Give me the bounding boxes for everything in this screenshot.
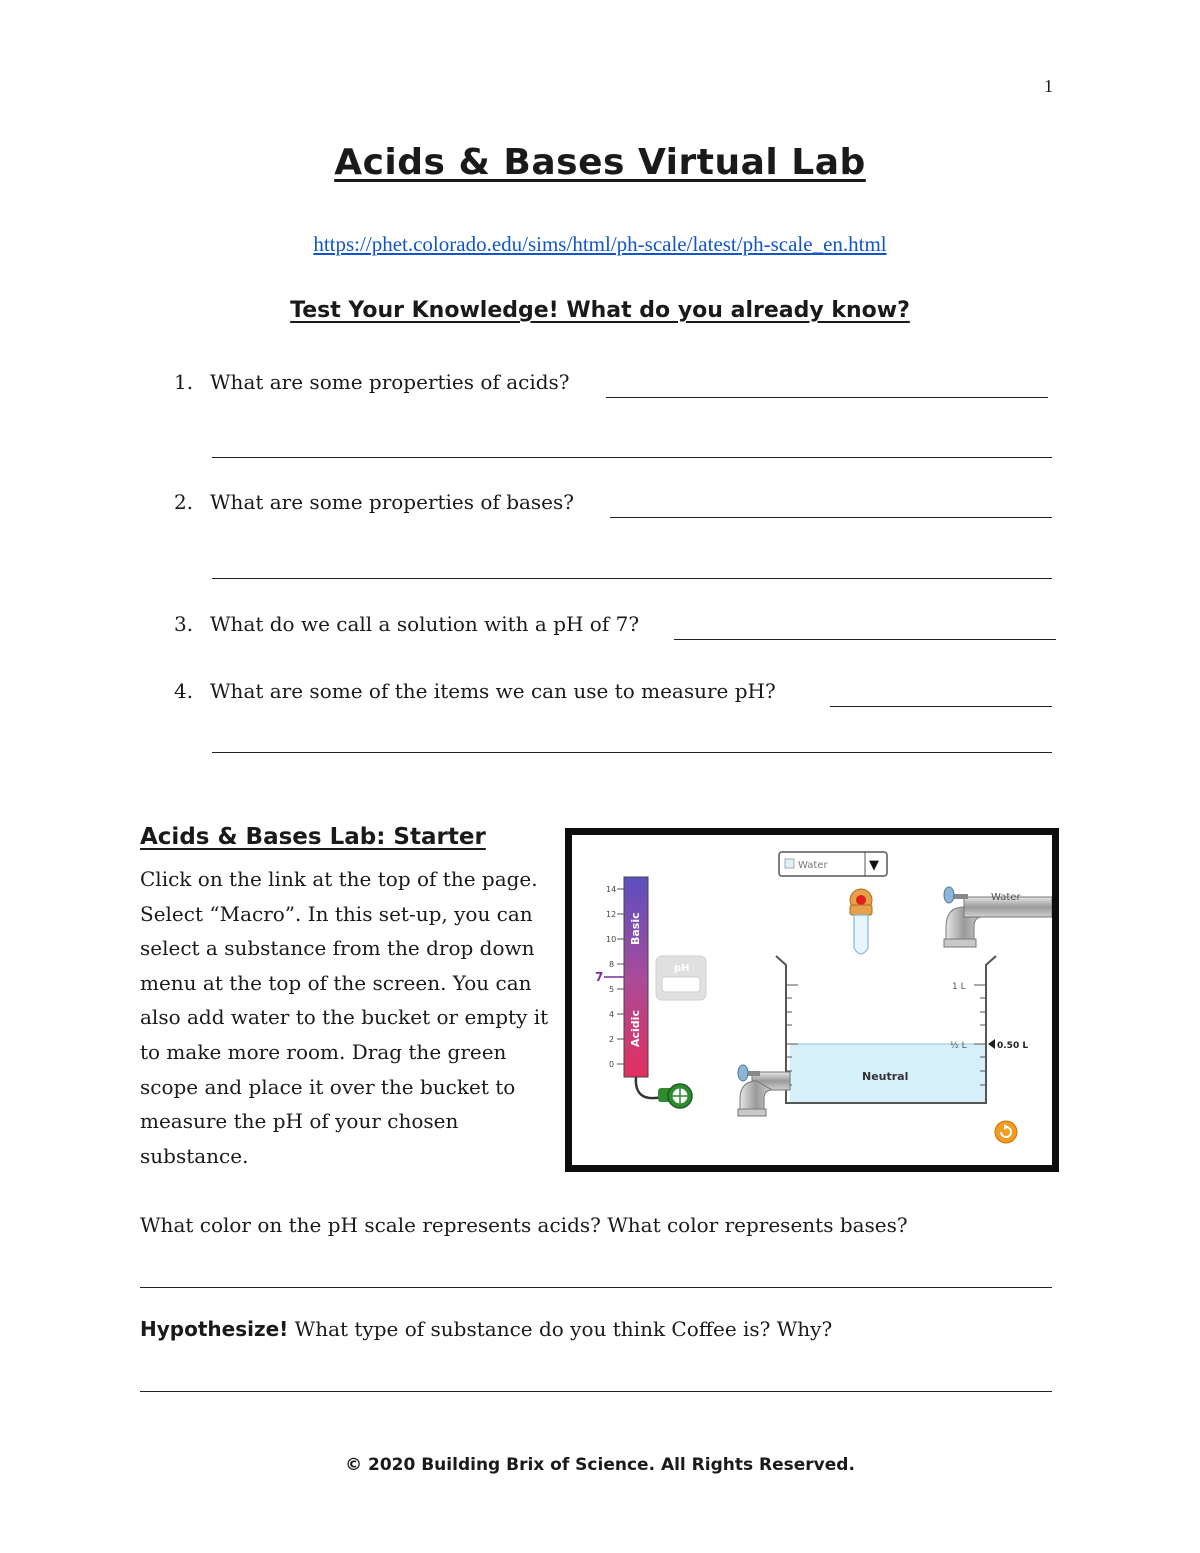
question-number: 3.: [174, 612, 194, 636]
answer-line[interactable]: [140, 1287, 1052, 1288]
scale-tick-label: 0: [609, 1060, 615, 1069]
faucet-label: Water: [991, 892, 1021, 903]
question-number: 2.: [174, 490, 194, 514]
ph-meter: [656, 956, 706, 1000]
neutral-marker: 7: [595, 970, 604, 984]
half-liter-mark: ½ L: [950, 1041, 967, 1051]
solution-label: Neutral: [862, 1070, 909, 1083]
scale-tick-label: 14: [606, 885, 617, 894]
page-number: 1: [1044, 76, 1053, 96]
answer-line[interactable]: [140, 1391, 1052, 1392]
simulation-screenshot: [565, 828, 1059, 1172]
question-1: [174, 370, 570, 394]
question-2: [174, 490, 574, 514]
hypothesis-question: [140, 1317, 832, 1341]
acidic-label: Acidic: [629, 1010, 642, 1047]
starter-instructions: Click on the link at the top of the page. Select “Macro”. In this set-up, you can select a substance from the drop down menu at the top of the screen. You can also add water to the bucket or empty it to make more room. Drag the green scope and place it over the bucket to measure the pH of your chosen substance.: [140, 867, 549, 1168]
one-liter-mark: 1 L: [952, 982, 966, 992]
reset-button[interactable]: [995, 1121, 1017, 1143]
answer-line[interactable]: [212, 752, 1052, 753]
question-number: 1.: [174, 370, 194, 394]
answer-line[interactable]: [830, 706, 1052, 707]
chevron-down-icon: ▼: [869, 858, 879, 873]
drain-faucet[interactable]: [738, 1065, 790, 1116]
answer-line[interactable]: [606, 397, 1048, 398]
answer-line[interactable]: [674, 639, 1056, 640]
scale-tick-label: 2: [609, 1035, 615, 1044]
answer-line[interactable]: [212, 457, 1052, 458]
ph-scale: [595, 877, 648, 1077]
volume-pointer-icon: [988, 1039, 995, 1049]
meter-label: pH: [674, 963, 690, 974]
question-text: What are some properties of acids?: [210, 370, 570, 394]
question-4: [174, 679, 776, 703]
dropper[interactable]: [850, 889, 872, 954]
question-3: [174, 612, 639, 636]
knowledge-heading: Test Your Knowledge! What do you already know?: [290, 298, 910, 323]
ph-probe-scope[interactable]: [658, 1084, 692, 1108]
color-question: What color on the pH scale represents acids? What color represents bases?: [140, 1213, 908, 1237]
question-text: What do we call a solution with a pH of 7?: [210, 612, 640, 636]
answer-line[interactable]: [610, 517, 1052, 518]
scale-tick-label: 4: [609, 1010, 615, 1019]
dropdown-value: Water: [798, 860, 828, 871]
substance-dropdown[interactable]: [779, 852, 887, 876]
beaker: [776, 956, 1028, 1103]
scale-tick-label: 12: [606, 910, 617, 919]
starter-heading: Acids & Bases Lab: Starter: [140, 824, 486, 850]
simulation-canvas: [572, 835, 1052, 1165]
volume-readout: 0.50 L: [997, 1041, 1029, 1051]
page-title: Acids & Bases Virtual Lab: [334, 142, 866, 183]
question-text: What are some properties of bases?: [210, 490, 575, 514]
question-number: 4.: [174, 679, 194, 703]
water-faucet[interactable]: [944, 887, 1052, 947]
phet-link[interactable]: https://phet.colorado.edu/sims/html/ph-scale/latest/ph-scale_en.html: [313, 232, 887, 256]
basic-label: Basic: [629, 912, 642, 945]
copyright-footer: © 2020 Building Brix of Science. All Rights Reserved.: [345, 1455, 855, 1475]
answer-line[interactable]: [212, 578, 1052, 579]
scale-tick-label: 8: [609, 960, 615, 969]
scale-tick-label: 5: [609, 985, 615, 994]
question-text: What are some of the items we can use to measure pH?: [210, 679, 776, 703]
hypothesis-text: What type of substance do you think Coffee is? Why?: [288, 1317, 833, 1341]
scale-tick-label: 10: [606, 935, 617, 944]
hypothesis-label: Hypothesize!: [140, 1317, 289, 1341]
